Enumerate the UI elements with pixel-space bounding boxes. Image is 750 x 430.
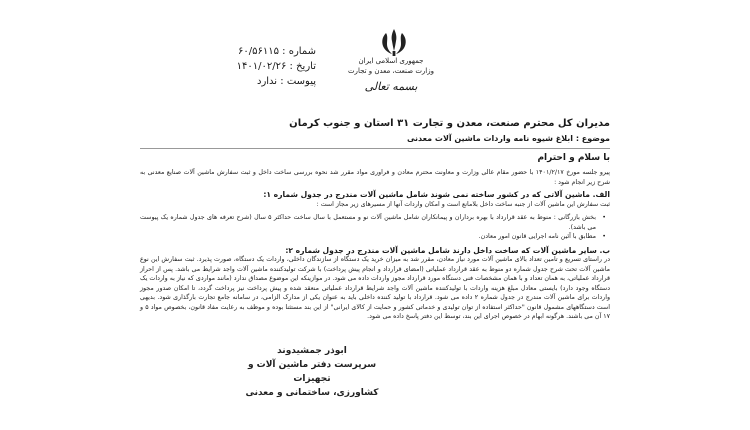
letter-date: [226, 59, 316, 74]
bullet-dot-icon: •: [602, 214, 606, 221]
bullet-text: مطابق با آئین نامه اجرایی قانون امور معادن.: [478, 233, 596, 240]
ministry-line-2: وزارت صنعت، معدن و تجارت: [347, 67, 435, 75]
attachment-label: پیوست :: [280, 76, 316, 87]
date-value: ۱۴۰۱/۰۲/۲۶: [236, 61, 287, 72]
signer-name: ابوذر جمشیدوند: [277, 346, 347, 356]
bullet-dot-icon: •: [602, 233, 606, 240]
section-b-text: در راستای تسریع و تامین تعداد بالای ماشین آلات مورد نیاز معادن، مقرر شد به میزان خرید یک دستگاه از سازندگان داخلی، واردات یک دستگاه، صورت پذیرد. ثبت سفارش این نوع ماشین آلات تحت شرح جدول شماره دو منوط به عقد قرارداد عملیاتی (امضای قرارداد و انجام پیش پرداخت) با شرکت تولیدکننده ماشین آلات واجد شرایط می باشد. پس از احراز قرارداد عملیاتی، به همان تعداد و با همان مشخصات فنی دستگاه مورد قرارداد مجوز واردات داده می شود. در موازینکه این موضوع مصداق ندارد (مانند مواردی که نیاز به واردات یک دستگاه وجود دارد) بایستی معادل مبلغ هزینه واردات با تولیدکننده ماشین آلات واجد شرایط قرارداد عملیاتی منعقد شده و پیش پرداخت نیز پرداخت گردد، تا امکان صدور مجوز واردات برای ماشین آلات مندرج در جدول شماره ۲ داده می شود. قرارداد با تولید کننده داخلی باید به عنوان یکی از مدارک الزامی، در سامانه جامع تجارت بارگذاری شود. بدیهی است دستگاههای مشمول قانون "حداکثر استفاده از توان تولیدی و خدماتی کشور و حمایت از کالای ایرانی" از این بند مستثنا بوده و موظف به رعایت مفاد قانون، بخصوص مواد ۵ و ۱۷ آن می باشند. هرگونه ابهام در خصوص اجرای این بند، توسط این دفتر پاسخ داده می شود.: [140, 256, 611, 320]
signer-title-1: سرپرست دفتر ماشین آلات و تجهیزات: [247, 360, 377, 384]
subject-line: موضوع : ابلاغ شیوه نامه واردات ماشین آلات معدنی: [406, 134, 610, 143]
letter-number: [226, 44, 316, 59]
signer-title-2: کشاورزی، ساختمانی و معدنی: [245, 388, 379, 398]
greeting: با سلام و احترام: [537, 153, 610, 163]
ministry-line-1: جمهوری اسلامی ایران: [358, 57, 424, 65]
intro-paragraph: پیرو جلسه مورخ ۱۴۰۱/۲/۱۷ با حضور مقام عالی وزارت و معاونت محترم معادن و فراوری مواد مقرر شد نحوه بررسی ساخت داخل و ثبت سفارش ماشین آلات صنایع معدنی به شرح زیر انجام شود :: [140, 169, 611, 186]
recipient-line: مدیران کل محترم صنعت، معدن و تجارت ۳۱ استان و جنوب کرمان: [289, 118, 610, 129]
bullet-text: بخش بازرگانی : منوط به عقد قرارداد با بهره برداران و پیمانکاران شامل ماشین آلات نو و مستعمل با سال ساخت حداکثر ۵ سال (شرح تعرفه های جدول شماره یک پیوست می باشد).: [140, 214, 596, 231]
attachment-value: ندارد: [257, 76, 278, 87]
letter-body: [140, 168, 610, 322]
invocation: بسمه تعالی: [364, 80, 418, 93]
number-value: ۶۰/۵۶۱۱۵: [238, 46, 279, 57]
bullet-item: [140, 213, 610, 232]
letter-attachment: [226, 74, 316, 89]
section-a-title: الف. ماشین آلاتی که در کشور ساخته نمی شوند شامل ماشین آلات مندرج در جدول شماره ۱:: [263, 190, 610, 199]
section-b-title: ب. سایر ماشین آلات که ساخت داخل دارند شامل ماشین آلات مندرج در جدول شماره ۲:: [285, 245, 610, 255]
divider: [140, 148, 610, 149]
signature-stamp: [237, 344, 387, 400]
number-label: شماره :: [282, 46, 316, 57]
section-a-text: ثبت سفارش این ماشین آلات از جنبه ساخت داخل بلامانع است و امکان واردات آنها از مسیرهای زیر مجاز است :: [316, 200, 610, 208]
letter-meta: [226, 44, 316, 89]
date-label: تاریخ :: [289, 61, 316, 72]
bullet-item: [140, 232, 610, 242]
iran-emblem-icon: [372, 27, 416, 57]
ministry-heading: [346, 56, 436, 92]
